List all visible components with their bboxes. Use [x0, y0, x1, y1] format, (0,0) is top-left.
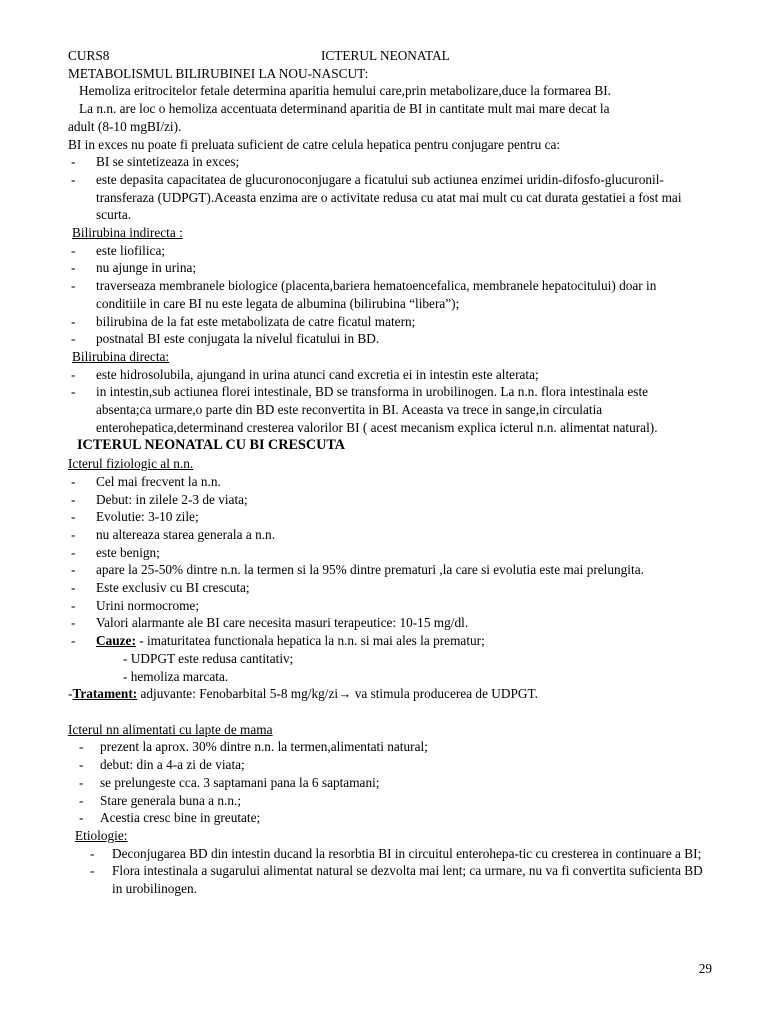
paragraph: adult (8-10 mgBI/zi).	[68, 118, 182, 134]
section-title: ICTERUL NEONATAL CU BI CRESCUTA	[77, 437, 346, 454]
list-item: - debut: din a 4-a zi de viata;	[79, 757, 245, 773]
list-item: - apare la 25-50% dintre n.n. la termen si la 95% dintre prematuri ,la care si evolutia este mai prelungita.	[71, 562, 644, 578]
document-title: ICTERUL NEONATAL	[321, 48, 450, 63]
list-item: - traverseaza membranele biologice (placenta,bariera hematoencefalica, membranele hepatocitului) doar in conditiile in care BI nu este legata de albumina (bilirubina “libera”);	[71, 278, 657, 311]
subheading-etiology: Etiologie:	[75, 827, 128, 843]
cause-item: - hemoliza marcata.	[123, 668, 229, 684]
bullet-list	[68, 473, 712, 650]
list-item: - Urini normocrome;	[71, 597, 200, 613]
list-item: - este hidrosolubila, ajungand in urina atunci cand excretia ei in intestin este alterata;	[71, 366, 539, 382]
list-item: - Acestia cresc bine in greutate;	[79, 810, 261, 826]
list-item: - se prelungeste cca. 3 saptamani pana la 6 saptamani;	[79, 774, 380, 790]
list-item: - este depasita capacitatea de glucuronoconjugare a ficatului sub actiunea enzimei uridin-difosfo-glucuronil-transferaza (UDPGT).Aceasta enzima are o activitate redusa cu atat mai mult cu cat durata gestatiei a fost mai scurta.	[71, 171, 682, 223]
page-number: 29	[698, 961, 712, 976]
subheading-indirect: Bilirubina indirecta :	[72, 225, 183, 241]
list-item-cauze: - Cauze: - imaturitatea functionala hepatica la n.n. si mai ales la prematur;	[71, 633, 485, 649]
paragraph: La n.n. are loc o hemoliza accentuata determinand aparitia de BI in cantitate mult mai mare decat la	[79, 101, 610, 117]
bullet-list	[68, 366, 712, 437]
list-item: - bilirubina de la fat este metabolizata de catre ficatul matern;	[71, 313, 416, 329]
bullet-list	[68, 845, 712, 898]
section-heading: METABOLISMUL BILIRUBINEI LA NOU-NASCUT:	[68, 65, 369, 81]
list-item: - Flora intestinala a sugarului alimentat natural se dezvolta mai lent; ca urmare, nu va fi convertita suficienta BD in urobilinogen.	[90, 863, 703, 897]
list-item: - Stare generala buna a n.n.;	[79, 792, 242, 808]
paragraph: BI in exces nu poate fi preluata suficient de catre celula hepatica pentru conjugare pentru ca:	[68, 136, 561, 152]
list-item: - Debut: in zilele 2-3 de viata;	[71, 491, 248, 507]
page-header	[68, 47, 712, 65]
bullet-list	[68, 153, 712, 224]
list-item: - Este exclusiv cu BI crescuta;	[71, 580, 250, 596]
bullet-list	[68, 242, 712, 348]
list-item: - BI se sintetizeaza in exces;	[71, 154, 240, 170]
treatment-label: Tratament:	[72, 686, 138, 702]
list-item: - prezent la aprox. 30% dintre n.n. la termen,alimentati natural;	[79, 739, 428, 755]
subheading-direct: Bilirubina directa:	[72, 348, 170, 364]
subheading-breastfed: Icterul nn alimentati cu lapte de mama	[68, 721, 273, 737]
course-label: CURS8	[68, 48, 110, 63]
subheading-physiologic: Icterul fiziologic al n.n.	[68, 456, 194, 472]
treatment-line: -Tratament: adjuvante: Fenobarbital 5-8 mg/kg/zi→ va stimula producerea de UDPGT.	[68, 686, 538, 702]
cause-item: - UDPGT este redusa cantitativ;	[123, 650, 294, 666]
list-item: - Cel mai frecvent la n.n.	[71, 473, 221, 489]
list-item: - nu ajunge in urina;	[71, 260, 197, 276]
document-page	[68, 47, 712, 898]
list-item: - Evolutie: 3-10 zile;	[71, 509, 199, 525]
list-item: - este benign;	[71, 544, 160, 560]
bullet-list	[68, 738, 712, 827]
list-item: - este liofilica;	[71, 242, 166, 258]
cauze-label: Cauze:	[96, 633, 136, 649]
list-item: - Deconjugarea BD din intestin ducand la resorbtia BI in circuitul enterohepa-tic cu cresterea in continuare a BI;	[90, 845, 702, 861]
paragraph: Hemoliza eritrocitelor fetale determina aparitia hemului care,prin metabolizare,duce la formarea BI.	[79, 83, 611, 99]
list-item: - in intestin,sub actiunea florei intestinale, BD se transforma in urobilinogen. La n.n. flora intestinala este absenta;ca urmare,o parte din BD este reconvertita in BI. Aceasta va trece in sange,in circulatia enterohepatica,determinand cresterea valorilor BI ( acest mecanism explica icterul n.n. alimentat natural).	[71, 384, 658, 435]
list-item: - Valori alarmante ale BI care necesita masuri terapeutice: 10-15 mg/dl.	[71, 615, 469, 631]
list-item: - postnatal BI este conjugata la nivelul ficatului in BD.	[71, 331, 380, 347]
list-item: - nu altereaza starea generala a n.n.	[71, 526, 276, 542]
